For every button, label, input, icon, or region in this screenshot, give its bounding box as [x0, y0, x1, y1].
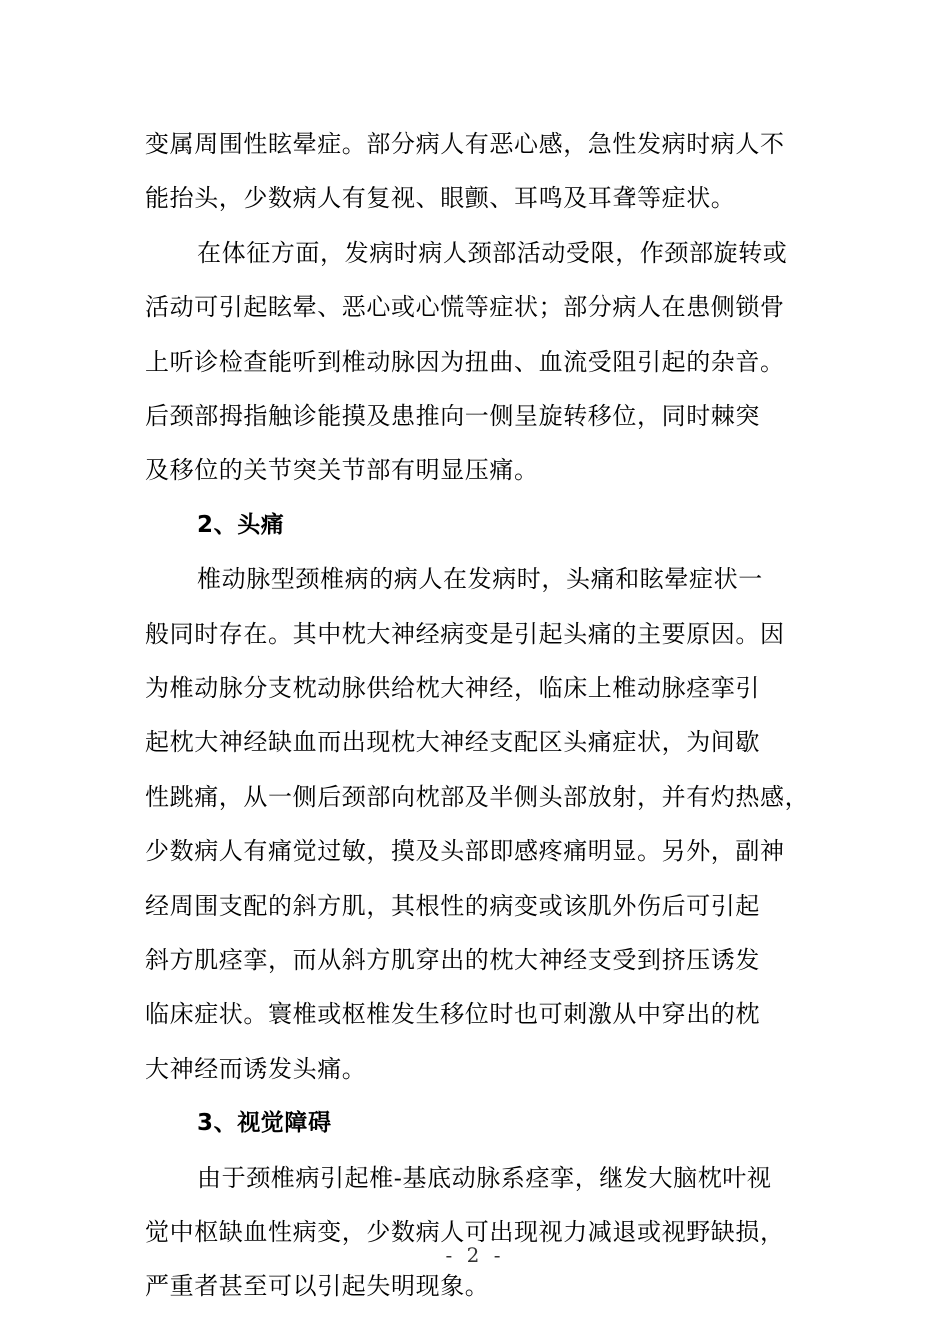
text-line: 为椎动脉分支枕动脉供给枕大神经，临床上椎动脉痉挛引 [145, 674, 760, 702]
text-line: 性跳痛，从一侧后颈部向枕部及半侧头部放射，并有灼热感， [145, 782, 810, 811]
text-line: 般同时存在。其中枕大神经病变是引起头痛的主要原因。因 [145, 619, 785, 648]
section-heading: 3、视觉障碍 [197, 1110, 332, 1137]
text-line: 严重者甚至可以引起失明现象。 [145, 1272, 490, 1301]
text-line: 在体征方面，发病时病人颈部活动受限，作颈部旋转或 [197, 238, 788, 267]
section-heading: 2、头痛 [197, 511, 285, 538]
page-number: - 2 - [445, 1243, 505, 1267]
text-line: 经周围支配的斜方肌，其根性的病变或该肌外伤后可引起 [145, 891, 760, 920]
text-line: 后颈部拇指触诊能摸及患推向一侧呈旋转移位，同时棘突 [145, 402, 760, 430]
text-line: 少数病人有痛觉过敏，摸及头部即感疼痛明显。另外，副神 [145, 837, 785, 866]
text-line: 上听诊检查能听到椎动脉因为扭曲、血流受阻引起的杂音。 [145, 347, 785, 376]
text-line: 斜方肌痉挛，而从斜方肌穿出的枕大神经支受到挤压诱发 [145, 946, 760, 974]
text-line: 起枕大神经缺血而出现枕大神经支配区头痛症状，为间歇 [145, 728, 760, 757]
text-line: 由于颈椎病引起椎-基底动脉系痉挛，继发大脑枕叶视 [197, 1163, 772, 1192]
text-line: 椎动脉型颈椎病的病人在发病时，头痛和眩晕症状一 [197, 565, 763, 594]
text-line: 大神经而诱发头痛。 [145, 1054, 367, 1083]
text-line: 临床症状。寰椎或枢椎发生移位时也可刺激从中穿出的枕 [145, 1000, 760, 1029]
text-line: 活动可引起眩晕、恶心或心慌等症状；部分病人在患侧锁骨 [145, 293, 785, 322]
text-line: 能抬头，少数病人有复视、眼颤、耳鸣及耳聋等症状。 [145, 184, 736, 213]
text-line: 变属周围性眩晕症。部分病人有恶心感，急性发病时病人不 [145, 130, 785, 158]
text-line: 觉中枢缺血性病变，少数病人可出现视力减退或视野缺损， [145, 1218, 785, 1246]
text-line: 及移位的关节突关节部有明显压痛。 [145, 456, 539, 485]
